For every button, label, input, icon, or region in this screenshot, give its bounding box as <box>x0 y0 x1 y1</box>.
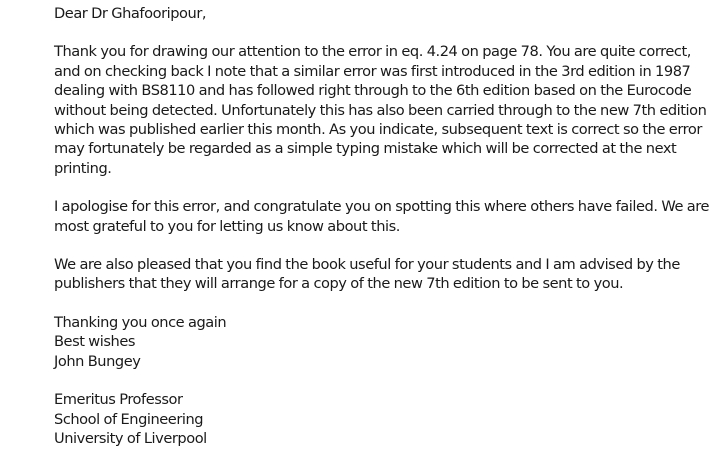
paragraph-line: printing. <box>54 159 112 177</box>
paragraph-line: without being detected. Unfortunately this has also been carried through to the new 7th edition <box>54 101 707 119</box>
paragraph-line: Thank you for drawing our attention to the error in eq. 4.24 on page 78. You are quite correct, <box>54 43 691 61</box>
closing-line: Best wishes <box>54 333 136 351</box>
paragraph-apology <box>54 197 710 236</box>
paragraph-line: dealing with BS8110 and has followed right through to the 6th edition based on the Eurocode <box>54 82 692 100</box>
signer-department: School of Engineering <box>54 410 204 428</box>
signer-title: Emeritus Professor <box>54 391 183 409</box>
paragraph-line: and on checking back I note that a similar error was first introduced in the 3rd edition in 1987 <box>54 62 691 80</box>
paragraph-line: which was published earlier this month. As you indicate, subsequent text is correct so the error <box>54 121 702 139</box>
signer-institution: University of Liverpool <box>54 429 207 447</box>
paragraph-line: publishers that they will arrange for a copy of the new 7th edition to be sent to you. <box>54 275 624 293</box>
paragraph-line: We are also pleased that you find the book useful for your students and I am advised by the <box>54 256 680 274</box>
letter-body <box>54 4 710 448</box>
paragraph-line: may fortunately be regarded as a simple typing mistake which will be corrected at the next <box>54 140 677 158</box>
paragraph-line: most grateful to you for letting us know about this. <box>54 217 400 235</box>
greeting: Dear Dr Ghafooripour, <box>54 5 207 22</box>
closing-line: Thanking you once again <box>54 313 227 331</box>
signature-block <box>54 390 704 448</box>
paragraph-line: I apologise for this error, and congratulate you on spotting this where others have failed. We are <box>54 198 710 216</box>
paragraph-error-acknowledgement <box>54 42 707 178</box>
closing <box>54 313 704 371</box>
signer-name: John Bungey <box>54 352 141 370</box>
paragraph-new-edition <box>54 255 704 294</box>
